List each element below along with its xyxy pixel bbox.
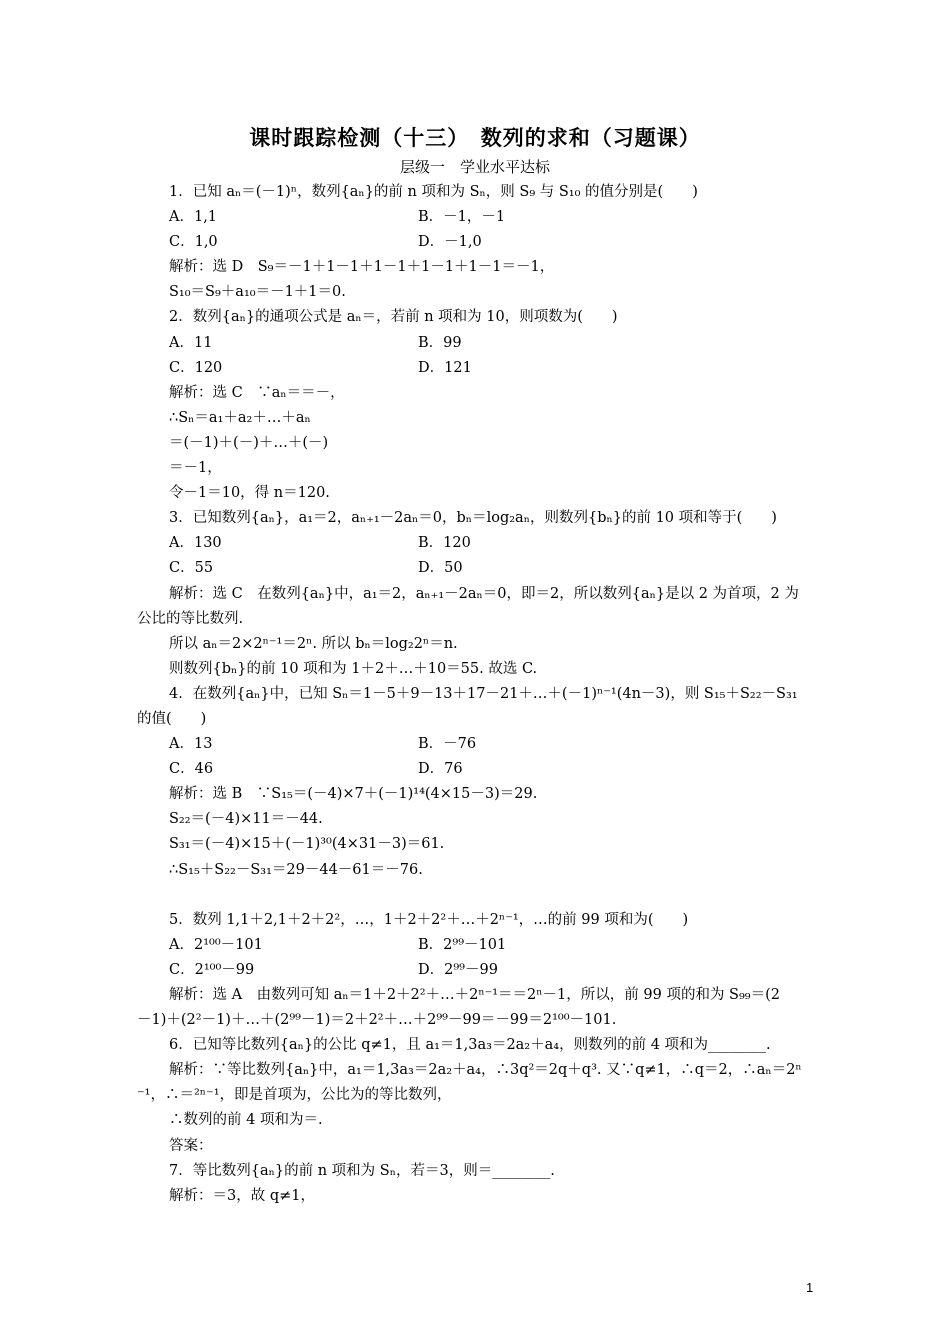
answer-option: A．2¹⁰⁰－101	[169, 936, 263, 953]
text-line: ＝－1，	[169, 460, 222, 477]
text-line: ＝(－1)＋(－)＋…＋(－)	[169, 434, 329, 451]
answer-options-row	[137, 205, 817, 230]
text-line: 3．已知数列{aₙ}，a₁＝2，aₙ₊₁－2aₙ＝0，bₙ＝log₂aₙ，则数列{bₙ}的前 10 项和等于( )	[169, 510, 777, 527]
answer-option: A．13	[169, 736, 213, 753]
answer-option: B．－1，－1	[418, 209, 506, 226]
answer-option: C．2¹⁰⁰－99	[169, 961, 255, 978]
text-line: 公比的等比数列.	[137, 610, 244, 627]
page-title: 课时跟踪检测（十三） 数列的求和（习题课）	[249, 125, 701, 150]
text-line: 1．已知 aₙ＝(－1)ⁿ，数列{aₙ}的前 n 项和为 Sₙ，则 S₉ 与 S₁₀ 的值分别是( )	[169, 184, 698, 200]
answer-option: C．55	[169, 560, 214, 577]
text-line: 解析：选 D S₉＝－1＋1－1＋1－1＋1－1＋1－1＝－1，	[169, 259, 555, 276]
text-line: 则数列{bₙ}的前 10 项和为 1＋2＋…＋10＝55. 故选 C.	[169, 660, 538, 677]
answer-option: D．76	[418, 761, 463, 778]
answer-options-row	[137, 230, 817, 255]
answer-option: B．120	[418, 535, 471, 552]
answer-options-row	[137, 933, 817, 958]
text-line: －1)＋(2²－1)＋…＋(2⁹⁹－1)＝2＋2²＋…＋2⁹⁹－99＝－99＝2¹⁰⁰－101.	[137, 1012, 617, 1029]
text-line: 2．数列{aₙ}的通项公式是 aₙ＝，若前 n 项和为 10，则项数为( )	[169, 309, 618, 326]
text-line: S₂₂＝(－4)×11＝－44.	[169, 811, 323, 828]
text-line: 解析：选 C ∵aₙ＝＝－，	[169, 384, 345, 401]
answer-option: D．－1,0	[418, 234, 482, 251]
text-line: ∴S₁₅＋S₂₂－S₃₁＝29－44－61＝－76.	[169, 861, 423, 878]
answer-option: C．1,0	[169, 234, 218, 251]
text-line: S₁₀＝S₉＋a₁₀＝－1＋1＝0.	[169, 284, 346, 301]
answer-options-row	[137, 757, 817, 782]
text-line: 令－1＝10，得 n＝120.	[169, 485, 330, 502]
blank-line	[137, 883, 817, 908]
text-line: 解析：选 C 在数列{aₙ}中，a₁＝2，aₙ₊₁－2aₙ＝0，即＝2，所以数列{aₙ}是以 2 为首项，2 为	[169, 585, 799, 602]
text-line: 所以 aₙ＝2×2ⁿ⁻¹＝2ⁿ. 所以 bₙ＝log₂2ⁿ＝n.	[169, 635, 458, 652]
answer-options-row	[137, 356, 817, 381]
document-body	[137, 180, 817, 1209]
section-level-heading: 层级一 学业水平达标	[399, 158, 550, 176]
answer-option: D．50	[418, 560, 463, 577]
text-line: S₃₁＝(－4)×15＋(－1)³⁰(4×31－3)＝61.	[169, 836, 445, 853]
answer-option: C．120	[169, 359, 223, 376]
text-line: ∴Sₙ＝a₁＋a₂＋…＋aₙ	[169, 409, 311, 426]
text-line: 6．已知等比数列{aₙ}的公比 q≠1，且 a₁＝1,3a₃＝2a₂＋a₄，则数列的前 4 项和为________.	[169, 1037, 771, 1054]
answer-options-row	[137, 958, 817, 983]
answer-options-row	[137, 531, 817, 556]
answer-options-row	[137, 331, 817, 356]
answer-option: B．－76	[418, 736, 477, 753]
answer-options-row	[137, 556, 817, 581]
page-number: 1	[806, 1280, 814, 1295]
text-line: 解析：选 B ∵S₁₅＝(－4)×7＋(－1)¹⁴(4×15－3)＝29.	[169, 786, 538, 803]
text-line: ∴数列的前 4 项和为＝.	[169, 1112, 323, 1129]
answer-options-row	[137, 732, 817, 757]
text-line: 的值( )	[137, 710, 207, 727]
answer-option: D．121	[418, 359, 472, 376]
text-line: ⁻¹，∴＝²ⁿ⁻¹，即是首项为，公比为的等比数列，	[137, 1087, 452, 1104]
answer-option: A．130	[169, 535, 222, 552]
answer-option: B．2⁹⁹－101	[418, 936, 507, 953]
answer-option: C．46	[169, 761, 214, 778]
text-line: 4．在数列{aₙ}中，已知 Sₙ＝1－5＋9－13＋17－21＋…＋(－1)ⁿ⁻¹(4n－3)，则 S₁₅＋S₂₂－S₃₁	[169, 685, 798, 702]
text-line: 答案：	[169, 1137, 213, 1154]
text-line: 解析：∵等比数列{aₙ}中，a₁＝1,3a₃＝2a₂＋a₄，∴3q²＝2q＋q³. 又∵q≠1，∴q＝2，∴aₙ＝2ⁿ	[169, 1062, 802, 1079]
answer-option: A．1,1	[169, 209, 218, 226]
text-line: 7．等比数列{aₙ}的前 n 项和为 Sₙ，若＝3，则＝________.	[169, 1162, 555, 1179]
text-line: 解析：＝3，故 q≠1，	[169, 1187, 315, 1204]
text-line: 5．数列 1,1＋2,1＋2＋2²，…，1＋2＋2²＋…＋2ⁿ⁻¹，…的前 99 项和为( )	[169, 911, 689, 928]
answer-option: A．11	[169, 334, 213, 351]
answer-option: D．2⁹⁹－99	[418, 961, 498, 978]
answer-option: B．99	[418, 334, 462, 351]
text-line: 解析：选 A 由数列可知 aₙ＝1＋2＋2²＋…＋2ⁿ⁻¹＝＝2ⁿ－1，所以，前 99 项的和为 S₉₉＝(2	[169, 987, 781, 1003]
